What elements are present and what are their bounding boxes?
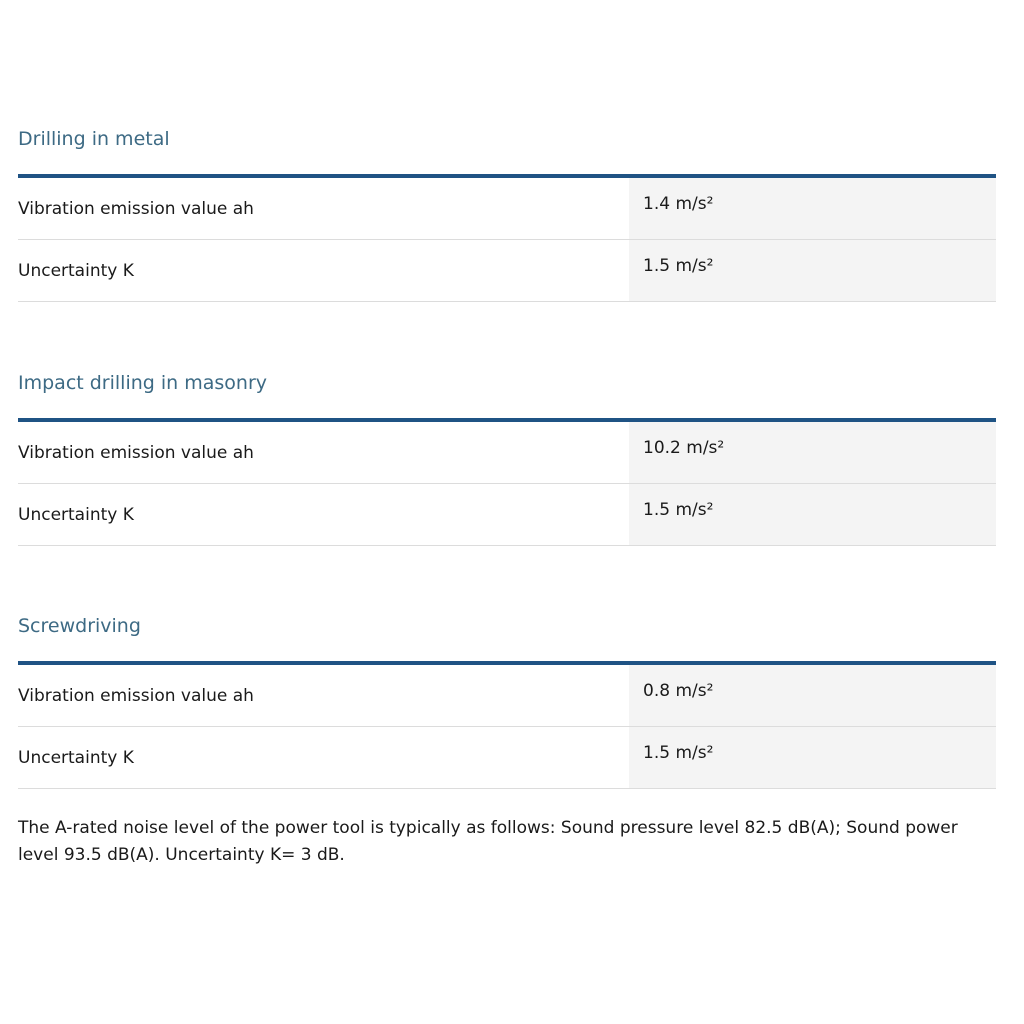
- section-title: Screwdriving: [18, 615, 141, 637]
- spec-value-cell: [629, 665, 996, 726]
- spec-label: Vibration emission value ah: [18, 199, 254, 219]
- spec-value-cell: [629, 422, 996, 483]
- spec-table: [18, 418, 996, 546]
- spec-label: Uncertainty K: [18, 261, 134, 281]
- spec-value: 1.5 m/s²: [643, 743, 714, 763]
- spec-value-cell: [629, 484, 996, 545]
- table-row: [18, 727, 996, 789]
- spec-table: [18, 661, 996, 789]
- spec-value: 1.5 m/s²: [643, 500, 714, 520]
- spec-value: 1.5 m/s²: [643, 256, 714, 276]
- spec-label: Vibration emission value ah: [18, 443, 254, 463]
- spec-value: 0.8 m/s²: [643, 681, 714, 701]
- table-row: [18, 178, 996, 240]
- spec-value: 1.4 m/s²: [643, 194, 714, 214]
- spec-table: [18, 174, 996, 302]
- spec-value-cell: [629, 178, 996, 239]
- section-title: Impact drilling in masonry: [18, 372, 268, 394]
- table-row: [18, 240, 996, 302]
- table-row: [18, 665, 996, 727]
- spec-value-cell: [629, 240, 996, 301]
- spec-label: Uncertainty K: [18, 748, 134, 768]
- table-row: [18, 422, 996, 484]
- spec-label: Vibration emission value ah: [18, 686, 254, 706]
- table-row: [18, 484, 996, 546]
- spec-label: Uncertainty K: [18, 505, 134, 525]
- spec-value: 10.2 m/s²: [643, 438, 725, 458]
- spec-value-cell: [629, 727, 996, 788]
- noise-level-note: The A-rated noise level of the power tool is typically as follows: Sound pressure level 82.5 dB(A); Sound power level 93.5 dB(A). Uncertainty K= 3 dB.: [18, 818, 958, 865]
- section-title: Drilling in metal: [18, 128, 170, 150]
